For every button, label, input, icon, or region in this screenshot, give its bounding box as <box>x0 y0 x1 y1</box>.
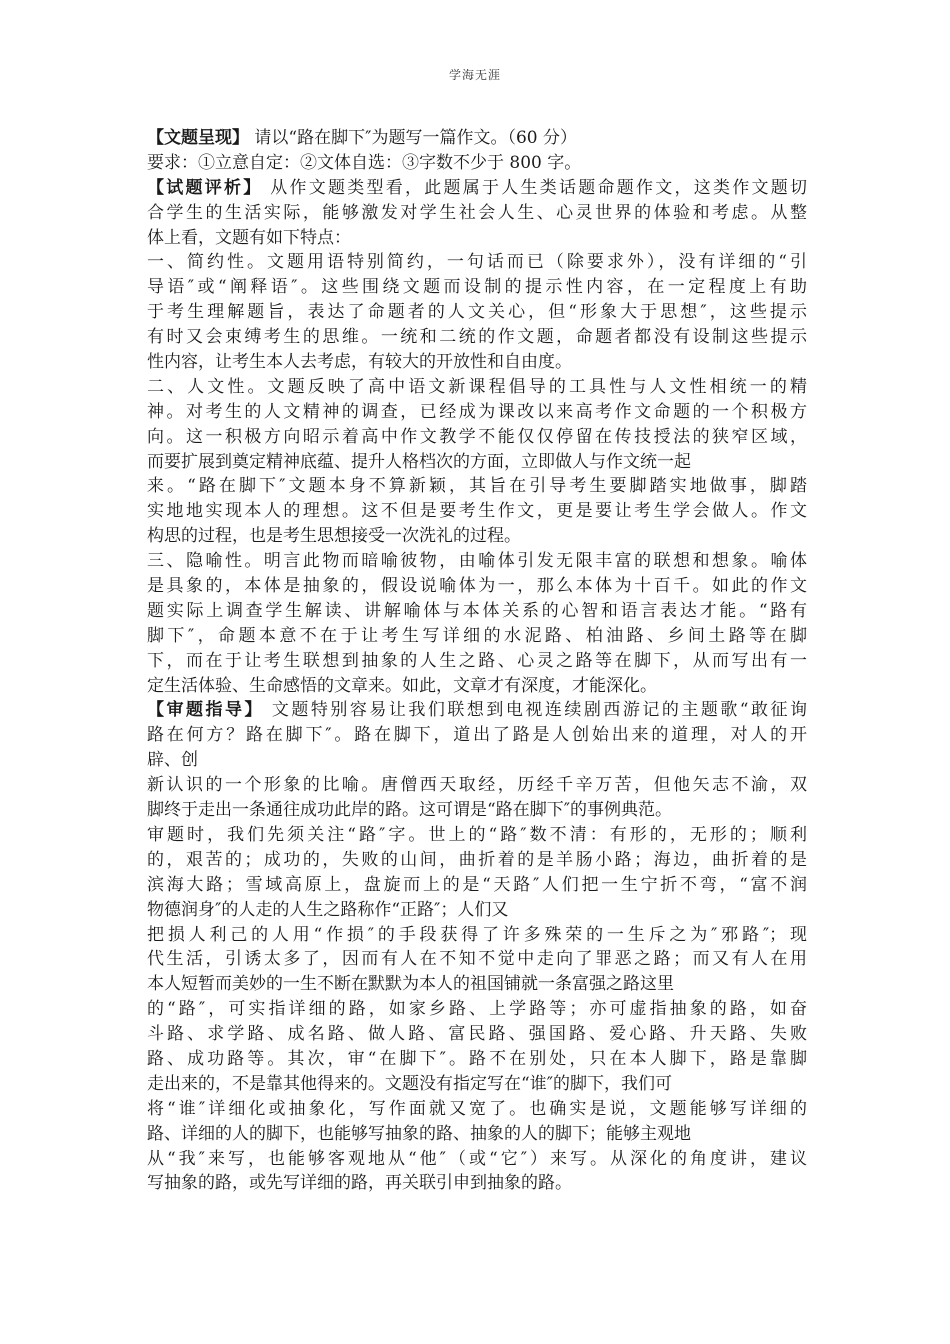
text-line <box>147 698 807 723</box>
text-line <box>147 1147 807 1172</box>
text-line <box>147 226 807 251</box>
text-line <box>147 848 807 873</box>
line-text: 性内容，让考生本人去考虑，有较大的开放性和自由度。 <box>147 352 572 373</box>
text-line <box>147 499 807 524</box>
line-text: 于考生理解题旨，表达了命题者的人文关心，但“形象大于思想″，这些提示 <box>147 302 807 323</box>
text-line <box>147 1072 807 1097</box>
text-line <box>147 325 807 350</box>
line-text: 合学生的生活实际，能够激发对学生社会人生、心灵世界的体验和考虑。从整 <box>147 202 807 223</box>
line-text: 来。“路在脚下″文题本身不算新颖，其旨在引导考生要脚踏实地做事，脚踏 <box>147 476 807 497</box>
text-line <box>147 674 807 699</box>
text-line <box>147 300 807 325</box>
line-text: 把损人利己的人用“作损″的手段获得了许多殊荣的一生斥之为″邪路″；现 <box>147 924 807 945</box>
line-text: 写抽象的路，或先写详细的路，再关联引申到抽象的路。 <box>147 1173 572 1194</box>
text-line <box>147 723 807 748</box>
section-label: 【审题指导】 <box>147 700 264 721</box>
line-text: 滨海大路；雪域高原上，盘旋而上的是“天路″人们把一生宁折不弯，“富不润 <box>147 874 807 895</box>
text-line <box>147 923 807 948</box>
line-text: 斗路、求学路、成名路、做人路、富民路、强国路、爱心路、升天路、失败 <box>147 1024 807 1045</box>
text-line <box>147 151 807 176</box>
line-text: 脚下″，命题本意不在于让考生写详细的水泥路、柏油路、乡间土路等在脚 <box>147 625 807 646</box>
line-text: 物德润身″的人走的人生之路称作“正路″；人们又 <box>147 899 509 920</box>
text-line <box>147 624 807 649</box>
line-text: 体上看，文题有如下特点： <box>147 227 351 248</box>
line-text: 路在何方？路在脚下″。路在脚下，道出了路是人创始出来的道理，对人的开 <box>147 725 807 746</box>
text-line <box>147 972 807 997</box>
line-text: 辟、创 <box>147 750 198 771</box>
text-line <box>147 201 807 226</box>
section-label: 【文题呈现】 <box>147 128 249 148</box>
text-line <box>147 773 807 798</box>
document-body <box>147 126 807 1196</box>
line-text: 文题特别容易让我们联想到电视连续剧西游记的主题歌“敢征询 <box>271 700 807 721</box>
line-text: 而要扩展到奠定精神底蕴、提升人格档次的方面，立即做人与作文统一起 <box>147 451 691 472</box>
line-text: 导语″或“阐释语″。这些围绕文题而设制的提示性内容，在一定程度上有助 <box>147 277 807 298</box>
line-text: 定生活体验、生命感悟的文章来。如此，文章才有深度，才能深化。 <box>147 675 657 696</box>
text-line <box>147 1022 807 1047</box>
text-line <box>147 524 807 549</box>
line-text: 是具象的，本体是抽象的，假设说喻体为一，那么本体为十百千。如此的作文 <box>147 576 807 597</box>
text-line <box>147 375 807 400</box>
line-text: 的，艰苦的；成功的，失败的山间，曲折着的是羊肠小路；海边，曲折着的是 <box>147 849 807 870</box>
text-line <box>147 873 807 898</box>
line-text: 本人短暂而美妙的一生不断在默默为本人的祖国铺就一条富强之路这里 <box>147 974 674 995</box>
line-text: 的“路″，可实指详细的路，如家乡路、上学路等；亦可虚指抽象的路，如奋 <box>147 999 807 1020</box>
text-line <box>147 649 807 674</box>
line-text: 二、人文性。文题反映了高中语文新课程倡导的工具性与人文性相统一的精 <box>147 376 807 397</box>
text-line <box>147 823 807 848</box>
text-line <box>147 574 807 599</box>
line-text: 请以“路在脚下″为题写一篇作文。（60 分） <box>254 128 577 148</box>
line-text: 要求：①立意自定：②文体自选：③字数不少于 800 字。 <box>147 152 582 173</box>
text-line <box>147 997 807 1022</box>
line-text: 将“谁″详细化或抽象化，写作面就又宽了。也确实是说，文题能够写详细的 <box>147 1098 807 1119</box>
line-text: 构思的过程，也是考生思想接受一次洗礼的过程。 <box>147 526 521 547</box>
text-line <box>147 798 807 823</box>
text-line <box>147 400 807 425</box>
line-text: 三、隐喻性。明言此物而暗喻彼物，由喻体引发无限丰富的联想和想象。喻体 <box>147 551 807 572</box>
text-line <box>147 450 807 475</box>
line-text: 神。对考生的人文精神的调查，已经成为课改以来高考作文命题的一个积极方 <box>147 401 807 422</box>
text-line <box>147 1047 807 1072</box>
line-text: 从作文题类型看，此题属于人生类话题命题作文，这类作文题切 <box>270 177 807 198</box>
text-line <box>147 474 807 499</box>
text-line <box>147 250 807 275</box>
section-label: 【试题评析】 <box>147 177 263 198</box>
text-line <box>147 599 807 624</box>
line-text: 路、成功路等。其次，审“在脚下″。路不在别处，只在本人脚下，路是靠脚 <box>147 1048 807 1069</box>
text-line <box>147 898 807 923</box>
line-text: 代生活，引诱太多了，因而有人在不知不觉中走向了罪恶之路；而又有人在用 <box>147 949 807 970</box>
text-line <box>147 425 807 450</box>
line-text: 有时又会束缚考生的思维。一统和二统的作文题，命题者都没有设制这些提示 <box>147 327 807 348</box>
line-text: 新认识的一个形象的比喻。唐僧西天取经，历经千辛万苦，但他矢志不渝，双 <box>147 775 807 796</box>
line-text: 实地地实现本人的理想。这不但是要考生作文，更是要让考生学会做人。作文 <box>147 501 807 522</box>
line-text: 走出来的，不是靠其他得来的。文题没有指定写在“谁″的脚下，我们可 <box>147 1073 673 1094</box>
line-text: 题实际上调查学生解读、讲解喻体与本体关系的心智和语言表达才能。“路有 <box>147 600 807 621</box>
text-line <box>147 1122 807 1147</box>
text-line <box>147 549 807 574</box>
text-line <box>147 748 807 773</box>
line-text: 路、详细的人的脚下，也能够写抽象的路、抽象的人的脚下；能够主观地 <box>147 1123 691 1144</box>
text-line <box>147 126 807 151</box>
text-line <box>147 350 807 375</box>
text-line <box>147 947 807 972</box>
page-header: 学海无涯 <box>448 68 501 82</box>
line-text: 审题时，我们先须关注“路″字。世上的“路″数不清：有形的，无形的；顺利 <box>147 824 807 845</box>
line-text: 从“我″来写，也能够客观地从“他″（或“它″）来写。从深化的角度讲，建议 <box>147 1148 807 1169</box>
line-text: 一、简约性。文题用语特别简约，一句话而已（除要求外），没有详细的“引 <box>147 252 807 273</box>
text-line <box>147 275 807 300</box>
text-line <box>147 1171 807 1196</box>
text-line <box>147 1097 807 1122</box>
text-line <box>147 176 807 201</box>
line-text: 下，而在于让考生联想到抽象的人生之路、心灵之路等在脚下，从而写出有一 <box>147 650 807 671</box>
line-text: 向。这一积极方向昭示着高中作文教学不能仅仅停留在传技授法的狭窄区域， <box>147 426 807 447</box>
line-text: 脚终于走出一条通往成功此岸的路。这可谓是“路在脚下″的事例典范。 <box>147 800 673 821</box>
